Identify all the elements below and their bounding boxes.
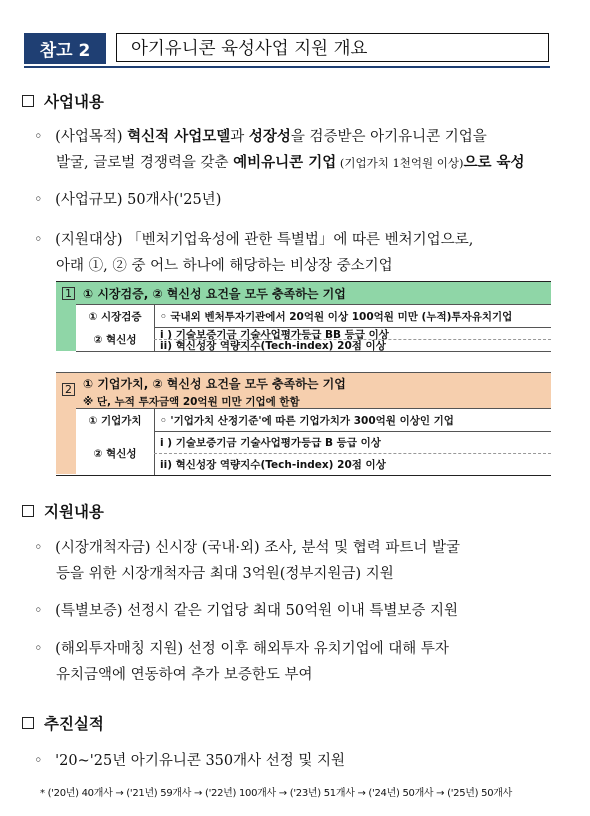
special-guarantee-text: (특별보증) 선정시 같은 기업당 최대 50억원 이내 특별보증 지원 <box>55 603 458 619</box>
g1-value-innovation-1: i ) 기술보증기금 기술사업평가등급 BB 등급 이상 <box>160 328 389 341</box>
group2-header <box>56 372 551 408</box>
bullet-target <box>34 227 473 253</box>
scale-text: (사업규모) 50개사('25년) <box>55 192 222 208</box>
square-bullet-icon <box>22 505 34 517</box>
bullet-icon: ◦ <box>34 641 43 657</box>
g1-value-market: ◦ 국내외 벤처투자기관에서 20억원 이상 100억원 미만 (누적)투자유치기업 <box>160 310 513 323</box>
square-bullet-icon <box>22 717 34 729</box>
g1-label-market: ① 시장검증 <box>88 310 142 323</box>
g2-value-innovation-1: i ) 기술보증기금 기술사업평가등급 B 등급 이상 <box>160 436 381 449</box>
bullet-icon: ◦ <box>34 753 43 769</box>
group1-rows <box>76 304 551 352</box>
bullet-scale <box>34 187 221 213</box>
g2-value-value: ◦ '기업가치 산정기준'에 따른 기업가치가 300억원 이상인 기업 <box>160 414 454 427</box>
g1-value-innovation-2: ii) 혁신성장 역량지수(Tech-index) 20점 이상 <box>160 340 386 352</box>
group2-side-cell <box>56 408 76 474</box>
market-fund-text: (시장개척자금) 신시장 (국내·외) 조사, 분석 및 협력 파트너 발굴 <box>55 540 461 556</box>
g2-label-value: ① 기업가치 <box>88 414 142 427</box>
section-title: 지원내용 <box>44 503 104 521</box>
bullet-purpose <box>34 124 487 150</box>
group2-note: ※ 단, 누적 투자금액 20억원 미만 기업에 한함 <box>83 396 300 408</box>
bullet-icon: ◦ <box>34 603 43 619</box>
divider <box>154 305 155 352</box>
purpose-text-line2: 발굴, 글로벌 경쟁력을 갖춘 예비유니콘 기업 (기업가치 1천억원 이상)으로 육성 <box>56 155 525 171</box>
section-heading-business <box>22 90 104 112</box>
group2-rows <box>76 408 551 475</box>
group1-number: 1 <box>62 287 75 300</box>
header-rule <box>24 66 550 68</box>
group1-side-cell <box>56 304 76 351</box>
section-heading-support <box>22 500 104 522</box>
section-title: 추진실적 <box>44 715 104 733</box>
divider <box>154 409 155 475</box>
bullet-icon: ◦ <box>34 192 43 208</box>
target-text: (지원대상) 「벤처기업육성에 관한 특별법」에 따른 벤처기업으로, <box>55 232 474 248</box>
criteria-table <box>56 281 551 476</box>
bullet-icon: ◦ <box>34 540 43 556</box>
bullet-market-fund <box>34 535 460 561</box>
market-fund-text-line2: 등을 위한 시장개척자금 최대 3억원(정부지원금) 지원 <box>56 566 394 582</box>
purpose-text: (사업목적) 혁신적 사업모델과 성장성을 검증받은 아기유니콘 기업을 <box>55 129 487 145</box>
bullet-results <box>34 748 345 774</box>
overseas-matching-text: (해외투자매칭 지원) 선정 이후 해외투자 유치기업에 대해 투자 <box>55 641 449 657</box>
overseas-matching-text-line2: 유치금액에 연동하여 추가 보증한도 부여 <box>56 667 313 683</box>
g2-value-innovation-2: ii) 혁신성장 역량지수(Tech-index) 20점 이상 <box>160 458 386 471</box>
results-footnote: * ('20년) 40개사 → ('21년) 59개사 → ('22년) 100개사 → ('23년) 51개사 → ('24년) 50개사 → ('25년) 50개사 <box>40 788 512 799</box>
appendix-tag: 참고 2 <box>24 33 106 64</box>
results-text: '20~'25년 아기유니콘 350개사 선정 및 지원 <box>55 753 346 769</box>
group2-number: 2 <box>62 383 75 396</box>
target-text-line2: 아래 ①, ② 중 어느 하나에 해당하는 비상장 중소기업 <box>56 258 393 274</box>
group1-header <box>56 282 551 304</box>
section-heading-results <box>22 712 104 734</box>
bullet-overseas-matching <box>34 636 449 662</box>
bullet-icon: ◦ <box>34 232 43 248</box>
group1-title: ① 시장검증, ② 혁신성 요건을 모두 충족하는 기업 <box>83 286 346 301</box>
g2-label-innovation: ② 혁신성 <box>93 447 137 460</box>
divider <box>76 351 551 352</box>
bullet-icon: ◦ <box>34 129 43 145</box>
section-title: 사업내용 <box>44 93 104 111</box>
g1-label-innovation: ② 혁신성 <box>93 334 137 346</box>
bullet-special-guarantee <box>34 598 458 624</box>
group2-title: ① 기업가치, ② 혁신성 요건을 모두 충족하는 기업 <box>83 377 346 391</box>
square-bullet-icon <box>22 95 34 107</box>
page-title: 아기유니콘 육성사업 지원 개요 <box>116 33 549 62</box>
